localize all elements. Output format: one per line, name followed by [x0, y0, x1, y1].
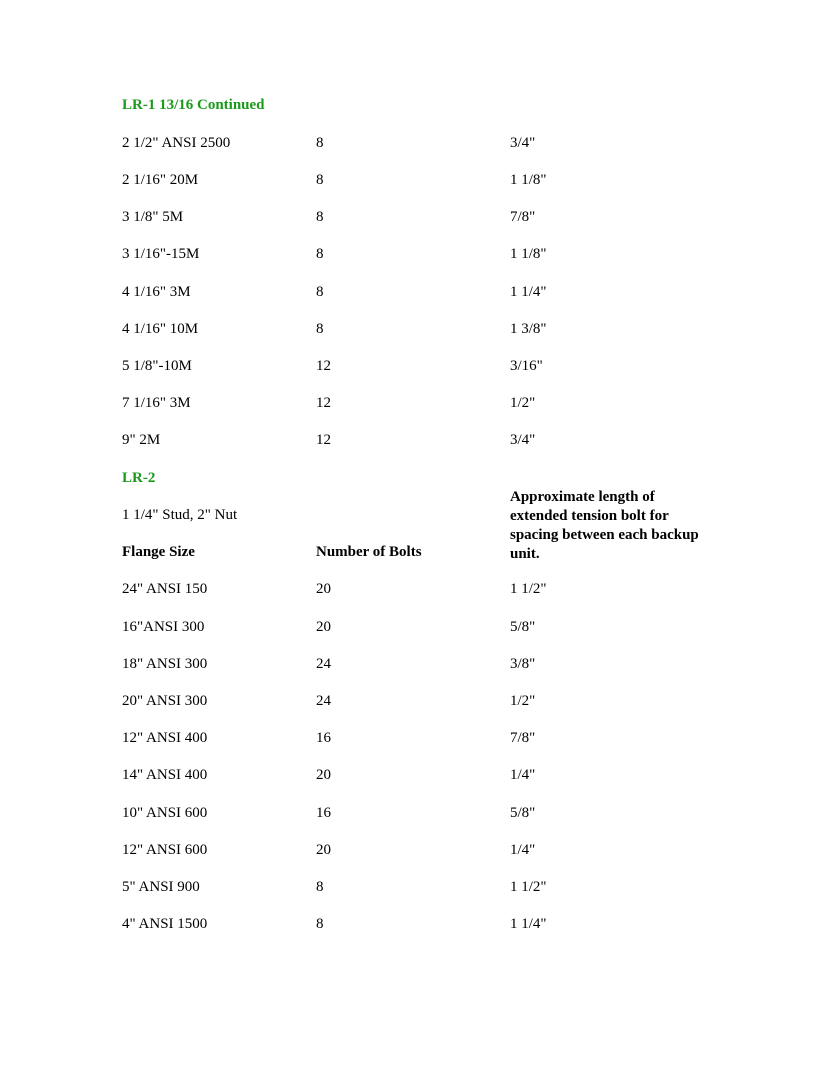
- bolt-count-cell: 8: [316, 916, 324, 932]
- bolt-length-cell: 1 3/8": [510, 321, 547, 337]
- column-header-bolts: Number of Bolts: [316, 544, 422, 560]
- flange-size-cell: 2 1/16" 20M: [122, 172, 199, 188]
- column-header-flange: Flange Size: [122, 544, 195, 560]
- bolt-count-cell: 20: [316, 767, 331, 783]
- bolt-count-cell: 20: [316, 581, 331, 597]
- bolt-length-cell: 1 1/8": [510, 246, 547, 262]
- table-row: [0, 619, 825, 639]
- table-row: [0, 135, 825, 155]
- bolt-length-cell: 1/2": [510, 693, 536, 709]
- bolt-length-cell: 1 1/4": [510, 916, 547, 932]
- bolt-count-cell: 8: [316, 284, 324, 300]
- flange-size-cell: 7 1/16" 3M: [122, 395, 191, 411]
- bolt-length-cell: 1/4": [510, 767, 536, 783]
- bolt-length-cell: 3/4": [510, 135, 536, 151]
- table-row: [0, 432, 825, 452]
- table-row: [0, 358, 825, 378]
- bolt-count-cell: 8: [316, 172, 324, 188]
- bolt-length-cell: 7/8": [510, 730, 536, 746]
- bolt-count-cell: 8: [316, 135, 324, 151]
- bolt-length-cell: 1 1/2": [510, 581, 547, 597]
- flange-size-cell: 3 1/8" 5M: [122, 209, 184, 225]
- table-row: [0, 805, 825, 825]
- bolt-count-cell: 8: [316, 879, 324, 895]
- table-row: [0, 172, 825, 192]
- bolt-length-cell: 5/8": [510, 619, 536, 635]
- bolt-count-cell: 8: [316, 209, 324, 225]
- bolt-count-cell: 16: [316, 730, 331, 746]
- column-header-length: Approximate length of extended tension bolt for spacing between each backup unit.: [510, 489, 699, 562]
- flange-size-cell: 12" ANSI 600: [122, 842, 208, 858]
- table-row: [0, 767, 825, 787]
- flange-size-cell: 12" ANSI 400: [122, 730, 208, 746]
- table-row: [0, 842, 825, 862]
- section-heading-lr2: LR-2: [122, 470, 156, 486]
- flange-size-cell: 5" ANSI 900: [122, 879, 200, 895]
- table-row: [0, 321, 825, 341]
- flange-size-cell: 20" ANSI 300: [122, 693, 208, 709]
- bolt-length-cell: 3/4": [510, 432, 536, 448]
- flange-size-cell: 9" 2M: [122, 432, 161, 448]
- table-row: [0, 395, 825, 415]
- bolt-count-cell: 8: [316, 321, 324, 337]
- bolt-length-cell: 7/8": [510, 209, 536, 225]
- bolt-count-cell: 20: [316, 842, 331, 858]
- table-row: [0, 246, 825, 266]
- bolt-length-cell: 3/8": [510, 656, 536, 672]
- flange-size-cell: 24" ANSI 150: [122, 581, 208, 597]
- flange-size-cell: 2 1/2" ANSI 2500: [122, 135, 231, 151]
- bolt-length-cell: 1/4": [510, 842, 536, 858]
- bolt-length-cell: 3/16": [510, 358, 543, 374]
- bolt-length-cell: 1/2": [510, 395, 536, 411]
- bolt-count-cell: 24: [316, 656, 331, 672]
- flange-size-cell: 14" ANSI 400: [122, 767, 208, 783]
- table-row: [0, 209, 825, 229]
- flange-size-cell: 4 1/16" 10M: [122, 321, 199, 337]
- bolt-count-cell: 8: [316, 246, 324, 262]
- table-row: [0, 581, 825, 601]
- flange-size-cell: 3 1/16"-15M: [122, 246, 200, 262]
- table-row: [0, 656, 825, 676]
- flange-size-cell: 18" ANSI 300: [122, 656, 208, 672]
- bolt-count-cell: 12: [316, 395, 331, 411]
- bolt-length-cell: 1 1/8": [510, 172, 547, 188]
- section-heading-lr1: LR-1 13/16 Continued: [122, 97, 265, 113]
- bolt-length-cell: 1 1/4": [510, 284, 547, 300]
- bolt-length-cell: 1 1/2": [510, 879, 547, 895]
- flange-size-cell: 5 1/8"-10M: [122, 358, 192, 374]
- bolt-count-cell: 20: [316, 619, 331, 635]
- bolt-count-cell: 12: [316, 432, 331, 448]
- table-row: [0, 693, 825, 713]
- table-row: [0, 284, 825, 304]
- flange-size-cell: 10" ANSI 600: [122, 805, 208, 821]
- flange-size-cell: 16"ANSI 300: [122, 619, 205, 635]
- bolt-count-cell: 16: [316, 805, 331, 821]
- table-header-row: [0, 544, 825, 564]
- stud-note: 1 1/4" Stud, 2" Nut: [122, 507, 238, 523]
- table-row: [0, 730, 825, 750]
- bolt-length-cell: 5/8": [510, 805, 536, 821]
- bolt-count-cell: 12: [316, 358, 331, 374]
- table-row: [0, 879, 825, 899]
- flange-size-cell: 4 1/16" 3M: [122, 284, 191, 300]
- table-row: [0, 916, 825, 936]
- bolt-count-cell: 24: [316, 693, 331, 709]
- flange-size-cell: 4" ANSI 1500: [122, 916, 208, 932]
